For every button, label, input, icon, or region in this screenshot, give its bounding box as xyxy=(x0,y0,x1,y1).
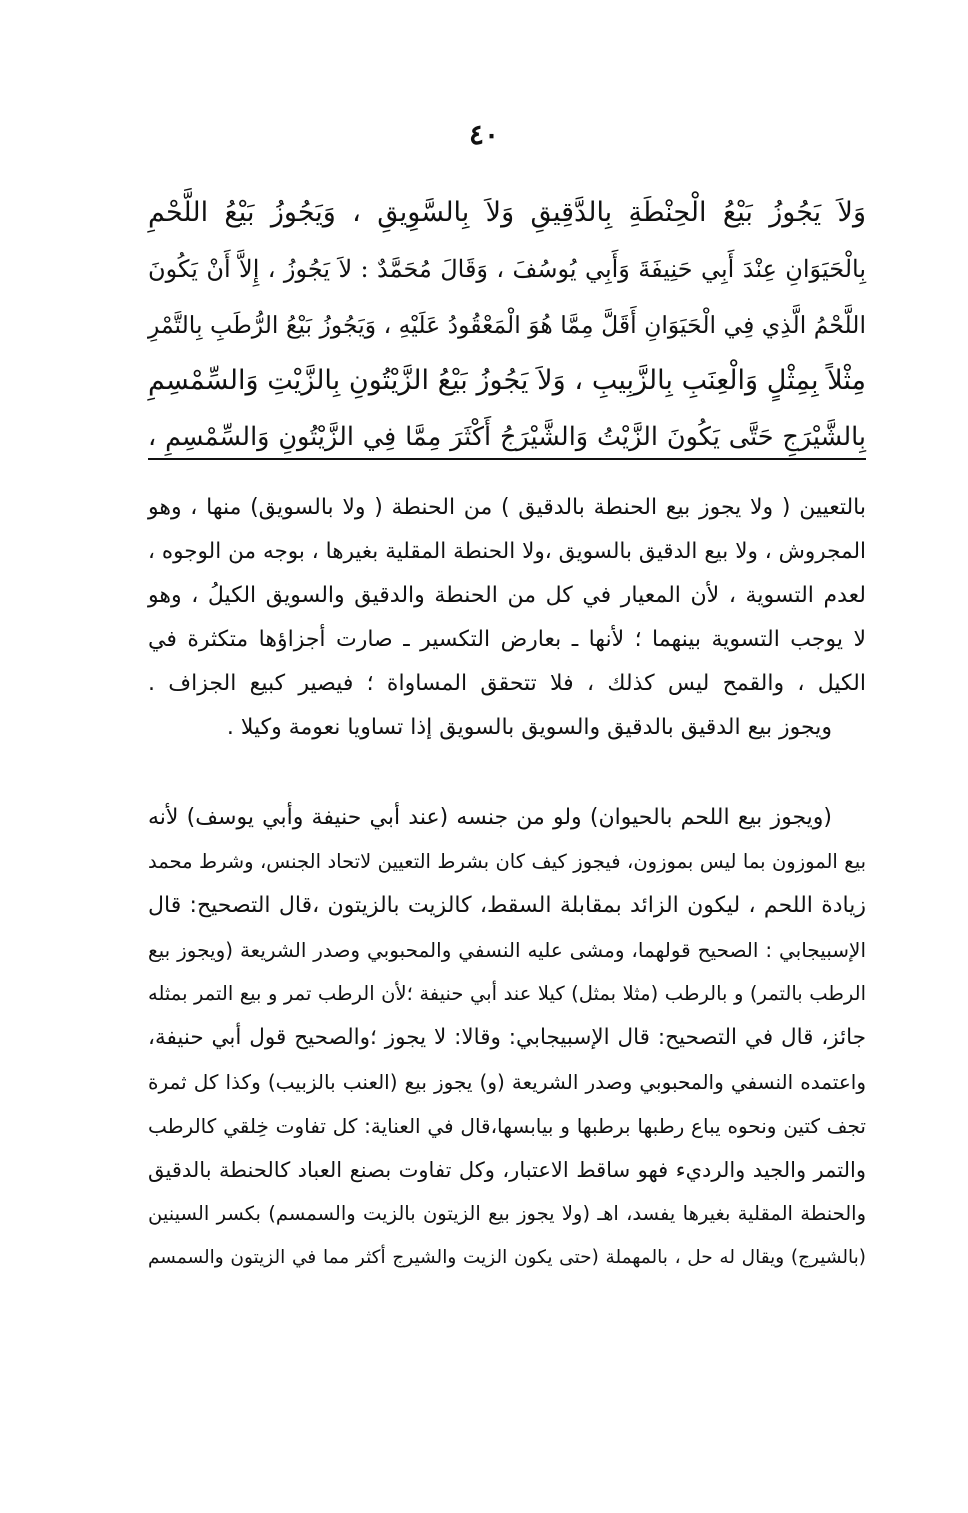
commentary-line: لا يوجب التسوية بينهما ؛ لأنها ـ بعارض التكسير ـ صارت أجزاؤها متكثرة في xyxy=(148,627,866,652)
commentary-line: الإسبيجابي : الصحيح قولهما، ومشى عليه النسفي والمحبوبي وصدر الشريعة (ويجوز بيع xyxy=(148,938,866,962)
matn-line: وَلاَ يَجُوزُ بَيْعُ الْحِنْطَةِ بِالدَّقِيقِ وَلاَ بِالسَّوِيقِ ، وَيَجُوزُ بَيْعُ اللَّحْمِ xyxy=(148,197,866,228)
commentary-line: بيع الموزون بما ليس بموزون، فيجوز كيف كان بشرط التعيين لاتحاد الجنس، وشرط محمد xyxy=(148,850,866,873)
matn-line: بِالْحَيَوَانِ عِنْدَ أَبِي حَنِيفَةَ وَأَبِي يُوسُفَ ، وَقَالَ مُحَمَّدٌ : لاَ يَجُوزُ ، إِلاَّ أَنْ يَكُونَ xyxy=(148,255,866,283)
commentary-line: الرطب بالتمر) و بالرطب (مثلا بمثل) كيلا عند أبي حنيفة ؛لأن الرطب تمر و بيع التمر بمثله xyxy=(148,982,866,1005)
page-number: ٤٠ xyxy=(468,118,500,151)
matn-line: مِثْلاً بِمِثْلٍ وَالْعِنَبِ بِالزَّبِيبِ ، وَلاَ يَجُوزُ بَيْعُ الزَّيْتُونِ بِالزَّيْتِ وَالسِّمْسِمِ xyxy=(148,365,866,396)
commentary-paragraph-2 xyxy=(148,796,866,1280)
commentary-line: ويجوز بيع الدقيق بالدقيق والسويق بالسويق إذا تساويا نعومة وكيلا . xyxy=(226,715,832,740)
matn-line: بِالشَّيْرَجِ حَتَّى يَكُونَ الزَّيْتُ وَالشَّيْرَجُ أَكْثَرَ مِمَّا فِي الزَّيْتُونِ وَالسِّمْسِمِ ، xyxy=(148,422,866,452)
commentary-line: بالتعيين ( ولا يجوز بيع الحنطة بالدقيق ) من الحنطة ( ولا بالسويق) منها ، وهو xyxy=(148,495,866,520)
commentary-line: تجف كتين ونحوه يباع رطبها برطبها و بيابسها،قال في العناية: كل تفاوت خِلقي كالرطب xyxy=(148,1114,866,1138)
commentary-line: والتمر والجيد والرديء فهو ساقط الاعتبار، وكل تفاوت بصنع العباد كالحنطة بالدقيق xyxy=(148,1158,866,1182)
commentary-line: المجروش ، ولا بيع الدقيق بالسويق ،ولا الحنطة المقلية بغيرها ، بوجه من الوجوه ، xyxy=(148,539,866,564)
commentary-line: زيادة اللحم ، ليكون الزائد بمقابلة السقط، كالزيت بالزيتون ،قال التصحيح: قال xyxy=(148,893,866,918)
commentary-line: واعتمده النسفي والمحبوبي وصدر الشريعة (و) يجوز بيع (العنب بالزبيب) وكذا كل ثمرة xyxy=(148,1070,866,1094)
commentary-line: لعدم التسوية ، لأن المعيار في كل من الحنطة والدقيق والسويق الكيلُ ، وهو xyxy=(148,583,866,608)
section-divider xyxy=(148,458,866,460)
commentary-line: (ويجوز بيع اللحم بالحيوان) ولو من جنسه (عند أبي حنيفة وأبي يوسف) لأنه xyxy=(148,805,832,830)
commentary-line: والحنطة المقلية بغيرها يفسد، اهـ (ولا يجوز بيع الزيتون بالزيت والسمسم) بكسر السينين xyxy=(148,1202,866,1225)
matn-text-block xyxy=(148,185,866,465)
commentary-line: (بالشيرج) ويقال له حل ، بالمهملة (حتى يكون الزيت والشيرج أكثر مما في الزيتون والسمسم xyxy=(148,1247,866,1268)
commentary-line: الكيل ، والقمح ليس كذلك ، فلا تتحقق المساواة ؛ فيصير كبيع الجزاف . xyxy=(148,671,866,696)
matn-line: اللَّحْمُ الَّذِي فِي الْحَيَوَانِ أَقَلَّ مِمَّا هُوَ الْمَعْقُودُ عَلَيْهِ ، وَيَجُوزُ بَيْعُ الرُّطَبِ بِالتَّمْرِ xyxy=(148,311,866,339)
commentary-paragraph-1 xyxy=(148,486,866,750)
commentary-line: جائز، قال في التصحيح: قال الإسبيجابي: وقالا: لا يجوز ؛والصحيح قول أبي حنيفة، xyxy=(148,1025,866,1050)
